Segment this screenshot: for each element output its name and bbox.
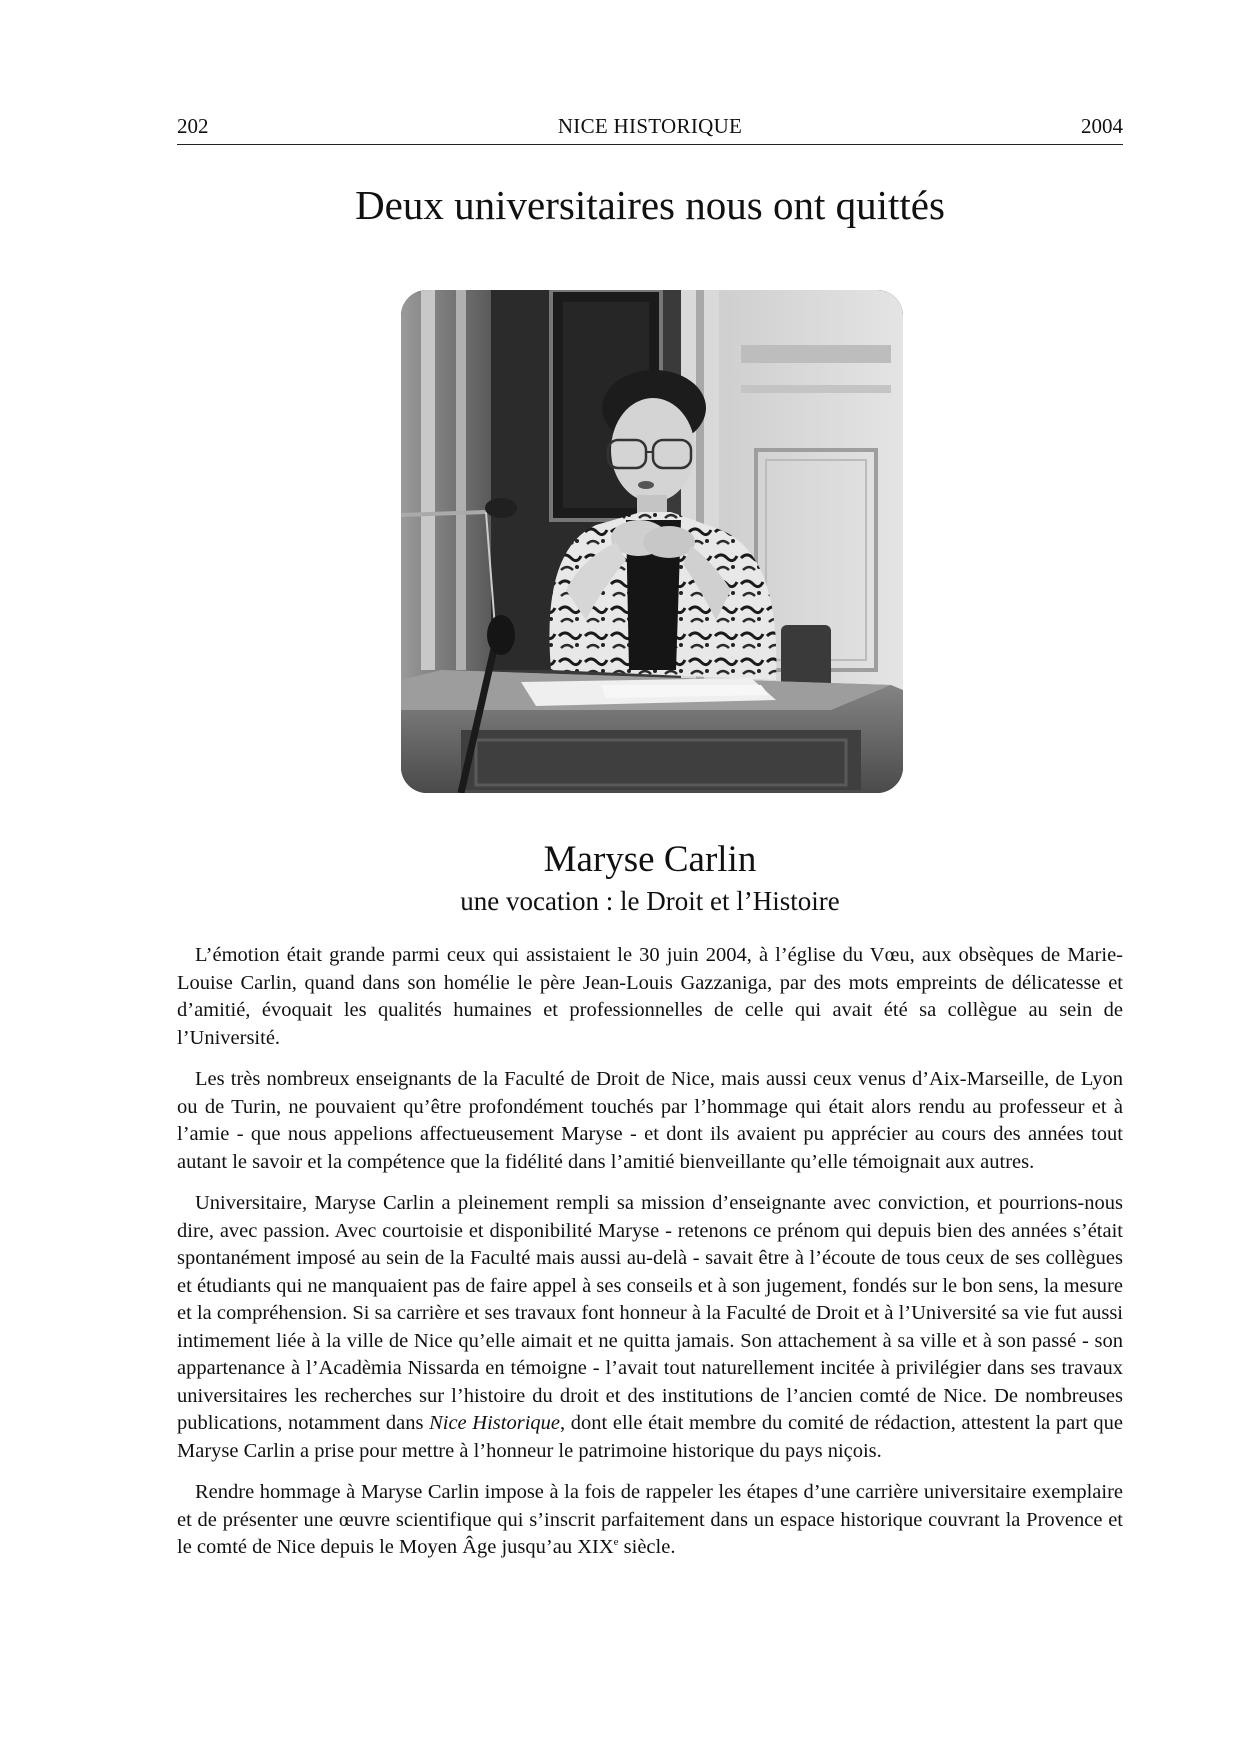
paragraph (177, 1190, 1123, 1465)
person-name: Maryse Carlin (543, 839, 757, 880)
paragraph (177, 1066, 1123, 1176)
person-subtitle: une vocation : le Droit et l’Histoire (460, 886, 840, 916)
paragraph-text: siècle. (618, 1536, 676, 1558)
paragraph-text: Universitaire, Maryse Carlin a pleinement rempli sa mission d’enseignante avec conviction, et pourrions-nous dire, avec passion. Avec courtoisie et disponibilité Maryse - retenons ce prénom qui depuis bien des années s’était spontanément imposé au sein de la Faculté mais aussi au-delà - savait être à l’écoute de tous ceux de ses collègues et étudiants qui ne manquaient pas de faire appel à ses conseils et à son jugement, fondés sur le bon sens, la mesure et la compréhension. Si sa carrière et ses travaux font honneur à la Faculté de Droit et à l’Université sa vie fut aussi intimement liée à la ville de Nice qu’elle aimait et ne quitta jamais. Son attachement à sa ville et à son passé - son appartenance à l’Acadèmia Nissarda en témoigne - l’avait tout naturellement incitée à privilégier dans ses travaux universitaires les recherches sur l’histoire du droit et des institutions de l’ancien comté de Nice. De nombreuses publications, notamment dans (177, 1192, 1123, 1434)
paragraph-text: L’émotion était grande parmi ceux qui assistaient le 30 juin 2004, à l’église du Vœu, aux obsèques de Marie-Louise Carlin, quand dans son homélie le père Jean-Louis Gazzaniga, par des mots empreints de délicatesse et d’amitié, évoquait les qualités humaines et professionnelles de celle qui avait été sa collègue au sein de l’Université. (177, 944, 1123, 1049)
article-body (177, 942, 1123, 1576)
superscript: e (613, 1536, 619, 1548)
journal-name: NICE HISTORIQUE (557, 114, 743, 138)
paragraph-text: Les très nombreux enseignants de la Faculté de Droit de Nice, mais aussi ceux venus d’Aix-Marseille, de Lyon ou de Turin, ne pouvaient qu’être profondément touchés par l’hommage qui était alors rendu au professeur et à l’amie - que nous appelions affectueusement Maryse - et dont ils avaient pu apprécier au cours des années tout autant le savoir et la compétence que la fidélité dans l’amitié bienveillante qu’elle témoignait aux autres. (177, 1068, 1123, 1173)
running-header (177, 112, 1123, 145)
article-title: Deux universitaires nous ont quittés (355, 182, 945, 228)
page-number: 202 (177, 114, 209, 138)
paragraph-text: Rendre hommage à Maryse Carlin impose à la fois de rappeler les étapes d’une carrière universitaire exemplaire et de présenter une œuvre scientifique qui s’inscrit parfaitement dans un espace historique couvrant la Provence et le comté de Nice depuis le Moyen Âge jusqu’au XIX (177, 1481, 1123, 1558)
paragraph (177, 942, 1123, 1052)
paragraph-text: , dont elle était membre du comité de rédaction, attestent la part que Maryse Carlin a prise pour mettre à l’honneur le patrimoine historique du pays niçois. (177, 1412, 1124, 1462)
paragraph (177, 1479, 1123, 1562)
photo-illustration (401, 290, 903, 793)
publication-year: 2004 (1081, 114, 1123, 138)
portrait-photo (401, 290, 903, 793)
journal-title-italic: Nice Historique (429, 1412, 561, 1434)
